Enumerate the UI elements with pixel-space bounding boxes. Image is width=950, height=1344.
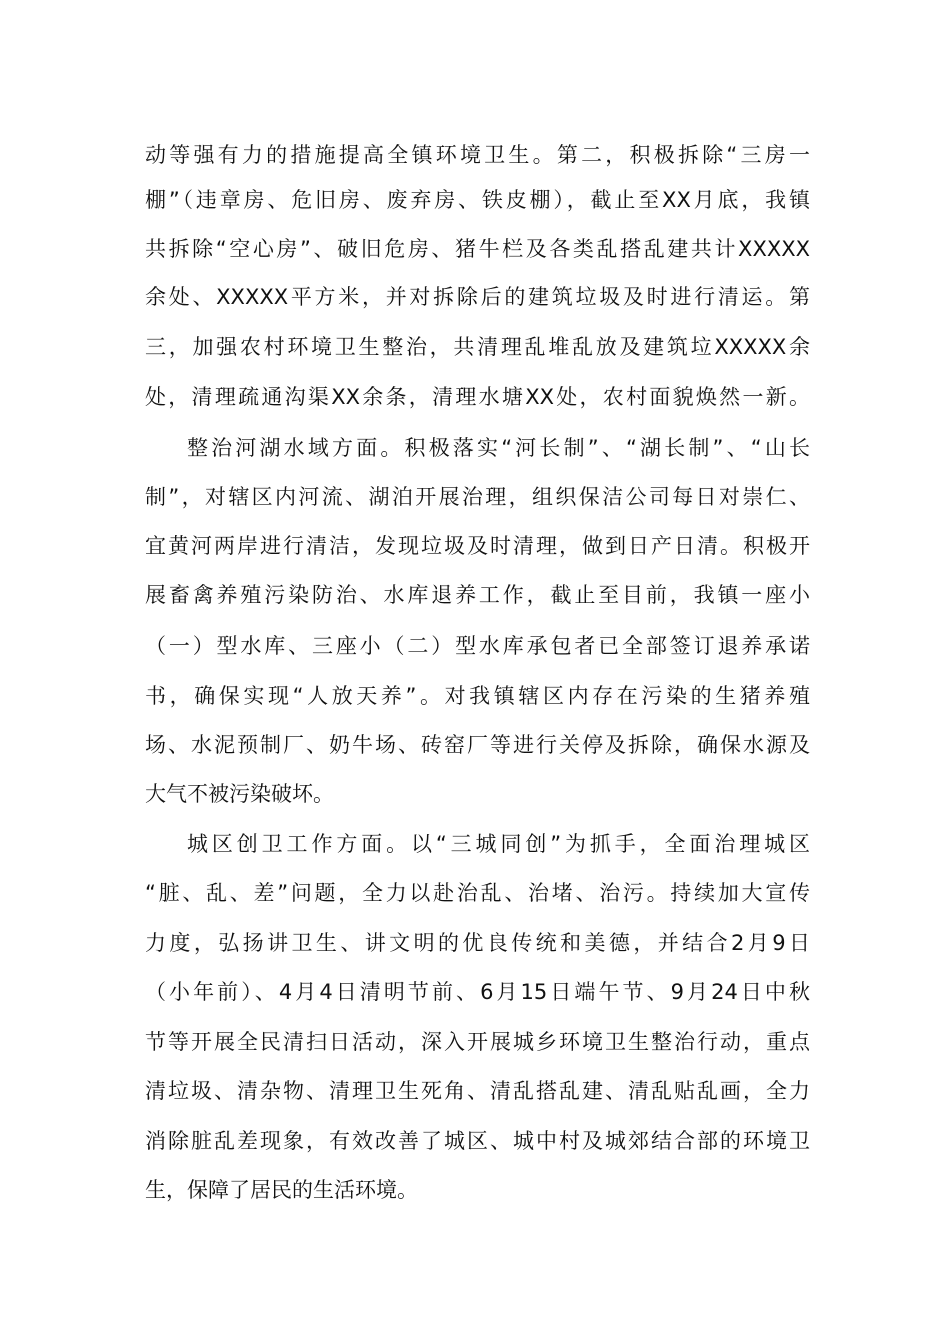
- text-line: 清垃圾、清杂物、清理卫生死角、清乱搭乱建、清乱贴乱画，全力: [145, 1079, 810, 1103]
- text-line: 制”，对辖区内河流、湖泊开展治理，组织保洁公司每日对崇仁、: [145, 485, 810, 509]
- text-line: 整治河湖水域方面。积极落实“河长制”、“湖长制”、“山长: [187, 436, 810, 460]
- text-line: 展畜禽养殖污染防治、水库退养工作，截止至目前，我镇一座小: [145, 583, 810, 607]
- text-line: （小年前）、4月4日清明节前、6月15日端午节、9月24日中秋: [145, 980, 810, 1004]
- text-line: 力度，弘扬讲卫生、讲文明的优良传统和美德，并结合2月9日: [145, 931, 810, 955]
- text-line: 大气不被污染破坏。: [145, 782, 334, 806]
- text-line: 消除脏乱差现象，有效改善了城区、城中村及城郊结合部的环境卫: [145, 1129, 810, 1153]
- text-line: 书，确保实现“人放天养”。对我镇辖区内存在污染的生猪养殖: [145, 684, 810, 708]
- text-line: 城区创卫工作方面。以“三城同创”为抓手，全面治理城区: [187, 832, 810, 856]
- text-line: 三，加强农村环境卫生整治，共清理乱堆乱放及建筑垃XXXXX余: [145, 335, 810, 359]
- text-line: 宜黄河两岸进行清洁，发现垃圾及时清理，做到日产日清。积极开: [145, 534, 810, 558]
- text-line: 共拆除“空心房”、破旧危房、猪牛栏及各类乱搭乱建共计XXXXX: [145, 237, 810, 261]
- text-line: 场、水泥预制厂、奶牛场、砖窑厂等进行关停及拆除，确保水源及: [145, 733, 810, 757]
- text-line: （一）型水库、三座小（二）型水库承包者已全部签订退养承诺: [145, 634, 810, 658]
- text-line: 棚”（违章房、危旧房、废弃房、铁皮棚），截止至XX月底，我镇: [145, 188, 810, 212]
- text-line: “脏、乱、差”问题，全力以赴治乱、治堵、治污。持续加大宣传: [145, 881, 810, 905]
- text-line: 处，清理疏通沟渠XX余条，清理水塘XX处，农村面貌焕然一新。: [145, 385, 810, 409]
- text-line: 余处、XXXXX平方米，并对拆除后的建筑垃圾及时进行清运。第: [145, 285, 810, 309]
- text-line: 生，保障了居民的生活环境。: [145, 1178, 418, 1202]
- text-line: 节等开展全民清扫日活动，深入开展城乡环境卫生整治行动，重点: [145, 1030, 810, 1054]
- text-line: 动等强有力的措施提高全镇环境卫生。第二，积极拆除“三房一: [145, 143, 810, 167]
